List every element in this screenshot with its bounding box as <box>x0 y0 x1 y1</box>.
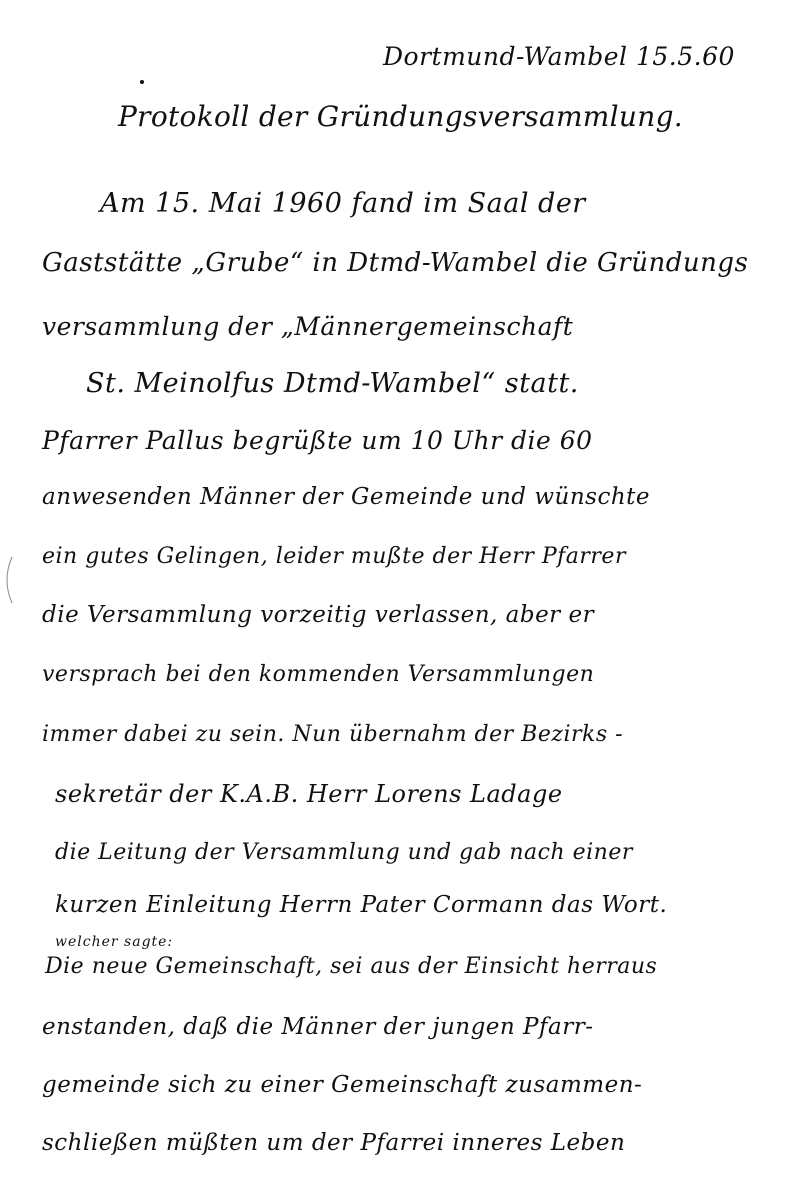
text-line: versammlung der „Männergemeinschaft <box>42 312 574 341</box>
ink-dot <box>140 80 144 84</box>
text-line: kurzen Einleitung Herrn Pater Cormann das Wort. <box>55 892 668 918</box>
text-line: schließen müßten um der Pfarrei inneres Leben <box>42 1130 626 1156</box>
text-line: Pfarrer Pallus begrüßte um 10 Uhr die 60 <box>42 426 593 455</box>
text-line: versprach bei den kommenden Versammlungen <box>42 662 595 687</box>
margin-fold-mark <box>0 555 14 605</box>
text-line: Am 15. Mai 1960 fand im Saal der <box>100 188 586 219</box>
document-title: Protokoll der Gründungsversammlung. <box>118 100 683 133</box>
text-line: gemeinde sich zu einer Gemeinschaft zusammen- <box>42 1072 643 1098</box>
text-line: Die neue Gemeinschaft, sei aus der Einsicht herraus <box>45 954 658 979</box>
text-line: St. Meinolfus Dtmd-Wambel“ statt. <box>86 368 579 399</box>
text-line: enstanden, daß die Männer der jungen Pfarr- <box>42 1014 594 1040</box>
text-line: die Leitung der Versammlung und gab nach einer <box>55 840 633 865</box>
place-date: Dortmund-Wambel 15.5.60 <box>383 42 735 71</box>
text-line: immer dabei zu sein. Nun übernahm der Bezirks - <box>42 722 624 747</box>
text-line: Gaststätte „Grube“ in Dtmd-Wambel die Gründungs <box>42 248 749 278</box>
text-line: die Versammlung vorzeitig verlassen, aber er <box>42 602 595 628</box>
text-line: ein gutes Gelingen, leider mußte der Herr Pfarrer <box>42 544 626 569</box>
text-line: sekretär der K.A.B. Herr Lorens Ladage <box>55 780 563 808</box>
text-line: anwesenden Männer der Gemeinde und wünschte <box>42 484 650 510</box>
interlinear-note: welcher sagte: <box>55 934 174 950</box>
